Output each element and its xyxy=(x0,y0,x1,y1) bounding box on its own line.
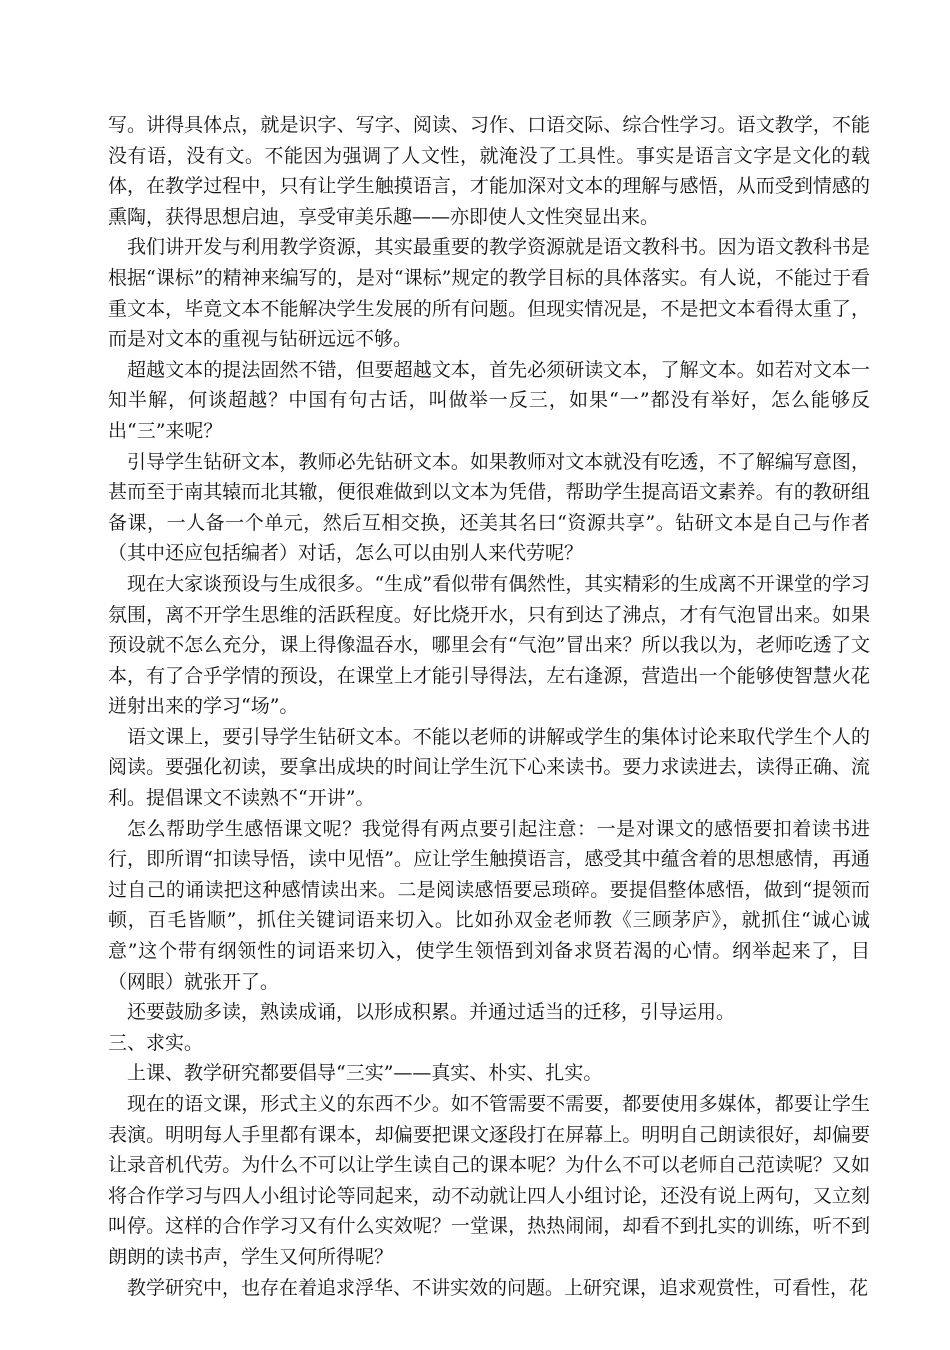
paragraph-4: 引导学生钻研文本，教师必先钻研文本。如果教师对文本就没有吃透，不了解编写意图，甚而至于南其辕而北其辙，便很难做到以文本为凭借，帮助学生提高语文素养。有的教研组备课，一人备一个单元，然后互相交换，还美其名曰“资源共享”。钻研文本是自己与作者（其中还应包括编者）对话，怎么可以由别人来代劳呢？ xyxy=(108,450,870,565)
paragraph-7: 怎么帮助学生感悟课文呢？我觉得有两点要引起注意：一是对课文的感悟要扣着读书进行，即所谓“扣读导悟，读中见悟”。应让学生触摸语言，感受其中蕴含着的思想感情，再通过自己的诵读把这种感情读出来。二是阅读感悟要忌琐碎。要提倡整体感悟，做到“提领而顿，百毛皆顺”，抓住关键词语来切入。比如孙双金老师教《三顾茅庐》，就抓住“诚心诚意”这个带有纲领性的词语来切入，使学生领悟到刘备求贤若渴的心情。纲举起来了，目（网眼）就张开了。 xyxy=(108,817,870,993)
paragraph-1: 写。讲得具体点，就是识字、写字、阅读、习作、口语交际、综合性学习。语文教学，不能没有语，没有文。不能因为强调了人文性，就淹没了工具性。事实是语言文字是文化的载体，在教学过程中，只有让学生触摸语言，才能加深对文本的理解与感悟，从而受到情感的熏陶，获得思想启迪，享受审美乐趣——亦即使人文性突显出来。 xyxy=(108,114,870,228)
section-heading: 三、求实。 xyxy=(108,1031,204,1054)
paragraph-9: 上课、教学研究都要倡导“三实”——真实、朴实、扎实。 xyxy=(127,1062,603,1085)
paragraph-8: 还要鼓励多读，熟读成诵，以形成积累。并通过适当的迁移，引导运用。 xyxy=(127,1001,736,1024)
document-body xyxy=(108,110,870,1303)
paragraph-10: 现在的语文课，形式主义的东西不少。如不管需要不需要，都要使用多媒体，都要让学生表演。明明每人手里都有课本，却偏要把课文逐段打在屏幕上。明明自己朗读很好，却偏要让录音机代劳。为什么不可以让学生读自己的课本呢？为什么不可以老师自己范读呢？又如将合作学习与四人小组讨论等同起来，动不动就让四人小组讨论，还没有说上两句，又立刻叫停。这样的合作学习又有什么实效呢？一堂课，热热闹闹，却看不到扎实的训练，听不到朗朗的读书声，学生又何所得呢？ xyxy=(108,1093,870,1268)
paragraph-3: 超越文本的提法固然不错，但要超越文本，首先必须研读文本，了解文本。如若对文本一知半解，何谈超越？中国有句古话，叫做举一反三，如果“一”都没有举好，怎么能够反出“三”来呢？ xyxy=(108,358,870,442)
paragraph-5: 现在大家谈预设与生成很多。“生成”看似带有偶然性，其实精彩的生成离不开课堂的学习氛围，离不开学生思维的活跃程度。好比烧开水，只有到达了沸点，才有气泡冒出来。如果预设就不怎么充分，课上得像温吞水，哪里会有“气泡”冒出来？所以我以为，老师吃透了文本，有了合乎学情的预设，在课堂上才能引导得法，左右逢源，营造出一个能够使智慧火花迸射出来的学习“场”。 xyxy=(108,572,870,718)
paragraph-11: 教学研究中，也存在着追求浮华、不讲实效的问题。上研究课，追求观赏性，可看性，花 xyxy=(127,1276,869,1299)
paragraph-6: 语文课上，要引导学生钻研文本。不能以老师的讲解或学生的集体讨论来取代学生个人的阅读。要强化初读，要拿出成块的时间让学生沉下心来读书。要力求读进去，读得正确、流利。提倡课文不读熟不“开讲”。 xyxy=(108,725,870,810)
paragraph-2: 我们讲开发与利用教学资源，其实最重要的教学资源就是语文教科书。因为语文教科书是根据“课标”的精神来编写的，是对“课标”规定的教学目标的具体落实。有人说，不能过于看重文本，毕竟文本不能解决学生发展的所有问题。但现实情况是，不是把文本看得太重了，而是对文本的重视与钻研远远不够。 xyxy=(108,236,870,351)
